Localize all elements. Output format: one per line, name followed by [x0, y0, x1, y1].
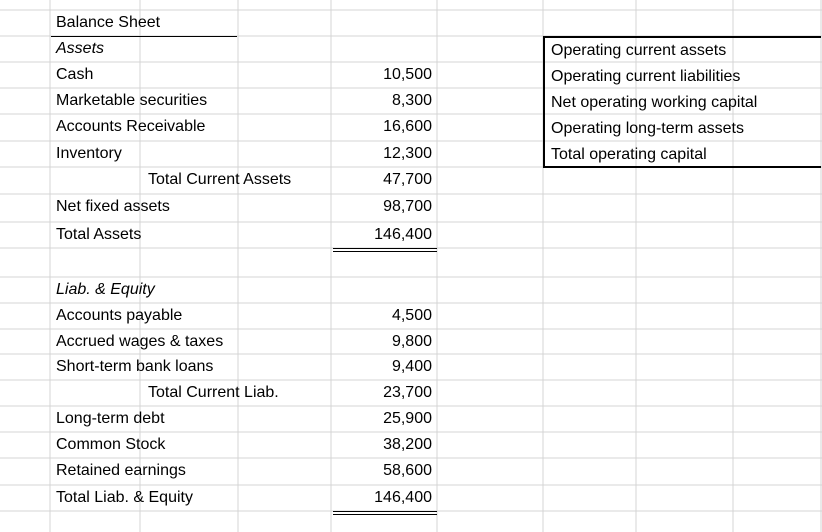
asset-label-inventory[interactable]: Inventory [56, 145, 122, 162]
assets-heading[interactable]: Assets [56, 40, 105, 57]
asset-value-accounts-receivable[interactable]: 16,600 [383, 118, 432, 135]
liab-label-short-term-bank-loans[interactable]: Short-term bank loans [56, 358, 214, 375]
operating-item-total-operating-capital[interactable]: Total operating capital [551, 146, 707, 163]
liab-value-accrued-wages[interactable]: 9,800 [391, 333, 432, 350]
equity-label-common-stock[interactable]: Common Stock [56, 436, 166, 453]
equity-label-retained-earnings[interactable]: Retained earnings [56, 462, 186, 479]
operating-item-current-assets[interactable]: Operating current assets [551, 42, 727, 59]
net-fixed-assets-value[interactable]: 98,700 [383, 198, 432, 215]
asset-value-cash[interactable]: 10,500 [383, 66, 432, 83]
balance-sheet-title[interactable]: Balance Sheet [56, 14, 161, 31]
operating-item-long-term-assets[interactable]: Operating long-term assets [551, 120, 744, 137]
asset-label-marketable-securities[interactable]: Marketable securities [56, 92, 208, 109]
total-current-liab-label[interactable]: Total Current Liab. [148, 384, 279, 401]
equity-value-common-stock[interactable]: 38,200 [383, 436, 432, 453]
equity-label-long-term-debt[interactable]: Long-term debt [56, 410, 165, 427]
operating-capital-box [543, 36, 821, 168]
asset-label-cash[interactable]: Cash [56, 66, 94, 83]
total-liab-equity-value[interactable]: 146,400 [374, 489, 432, 506]
equity-value-long-term-debt[interactable]: 25,900 [383, 410, 432, 427]
operating-item-net-working-capital[interactable]: Net operating working capital [551, 94, 758, 111]
total-assets-value[interactable]: 146,400 [374, 226, 432, 243]
total-current-assets-value[interactable]: 47,700 [383, 171, 432, 188]
equity-value-retained-earnings[interactable]: 58,600 [383, 462, 432, 479]
total-liab-equity-label[interactable]: Total Liab. & Equity [56, 489, 193, 506]
liab-label-accounts-payable[interactable]: Accounts payable [56, 307, 183, 324]
total-assets-label[interactable]: Total Assets [56, 226, 142, 243]
liab-label-accrued-wages[interactable]: Accrued wages & taxes [56, 333, 224, 350]
liab-value-accounts-payable[interactable]: 4,500 [391, 307, 432, 324]
net-fixed-assets-label[interactable]: Net fixed assets [56, 198, 170, 215]
liab-value-short-term-bank-loans[interactable]: 9,400 [391, 358, 432, 375]
total-current-liab-value[interactable]: 23,700 [383, 384, 432, 401]
asset-value-marketable-securities[interactable]: 8,300 [391, 92, 432, 109]
asset-label-accounts-receivable[interactable]: Accounts Receivable [56, 118, 206, 135]
operating-item-current-liabilities[interactable]: Operating current liabilities [551, 68, 741, 85]
total-current-assets-label[interactable]: Total Current Assets [148, 171, 292, 188]
total-assets-double-underline [333, 248, 437, 252]
liab-equity-heading[interactable]: Liab. & Equity [56, 281, 155, 298]
total-liab-equity-double-underline [333, 511, 437, 515]
asset-value-inventory[interactable]: 12,300 [383, 145, 432, 162]
